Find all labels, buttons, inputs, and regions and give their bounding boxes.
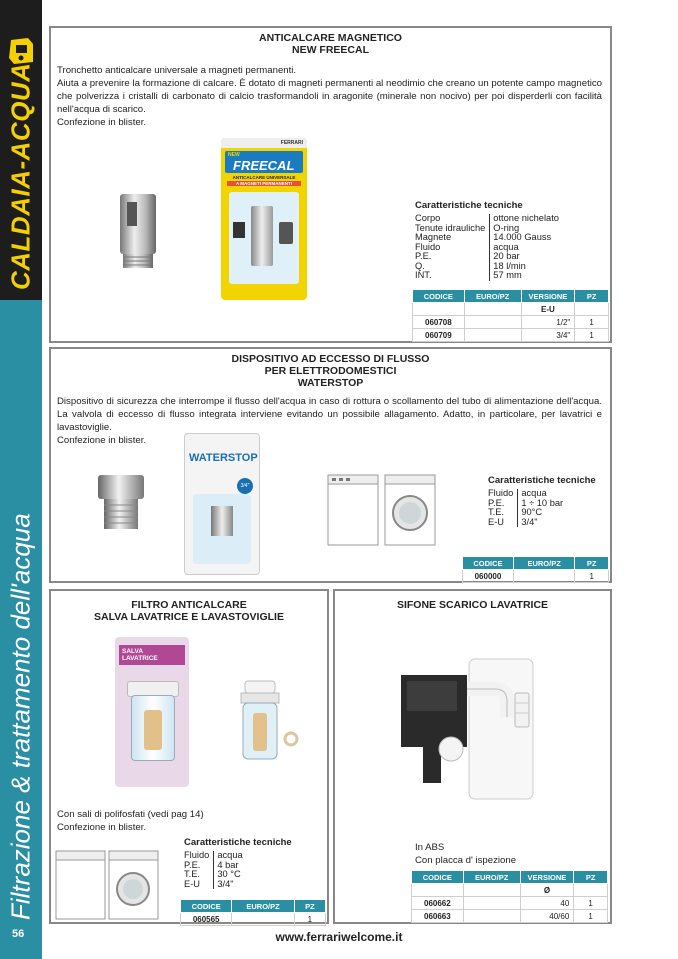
- table-row: [412, 910, 608, 923]
- product-title: [51, 353, 610, 389]
- spec-key: Corpo: [415, 213, 441, 223]
- col-codice: CODICE: [181, 900, 232, 913]
- table-row: [463, 570, 609, 583]
- spec-table: [415, 214, 563, 281]
- spec-value: 90°C: [518, 508, 567, 518]
- table-subheader-row: [412, 884, 608, 897]
- section-label: Filtrazione & trattamento dell'acqua: [5, 513, 36, 920]
- spec-value: 18 l/min: [490, 262, 563, 272]
- spec-value: acqua: [490, 243, 563, 253]
- spec-row: [415, 271, 563, 281]
- pz-cell: 1: [575, 329, 609, 342]
- description-line: Confezione in blister.: [57, 822, 147, 833]
- version-cell: 40: [520, 897, 574, 910]
- spec-key: Magnete: [415, 232, 452, 242]
- package-label: [225, 151, 303, 173]
- product-table: [462, 556, 609, 583]
- spec-title: Caratteristiche tecniche: [488, 475, 596, 486]
- spec-title: Caratteristiche tecniche: [184, 837, 292, 848]
- appliances-image: [327, 473, 437, 547]
- spec-table: [488, 489, 567, 527]
- package-name: SALVA: [122, 648, 144, 655]
- spec-row: [488, 518, 567, 528]
- price-cell: [463, 910, 520, 923]
- description-line: In ABS: [415, 842, 445, 853]
- spec-value: ottone nichelato: [490, 214, 563, 224]
- price-cell: [463, 897, 520, 910]
- col-pz: PZ: [575, 557, 609, 570]
- spec-key: E-U: [488, 516, 505, 527]
- spec-block: [184, 837, 292, 889]
- col-codice: CODICE: [412, 871, 464, 884]
- product-sifone: [333, 589, 612, 924]
- sidebar: [0, 0, 42, 959]
- product-title: [51, 32, 610, 56]
- spec-key: T.E.: [488, 507, 505, 517]
- spec-key: Q.: [415, 260, 425, 271]
- product-table: [180, 899, 326, 926]
- spec-key: Fluido: [415, 241, 441, 252]
- description-line: Confezione in blister.: [57, 435, 147, 446]
- product-freecal: [49, 26, 612, 343]
- table-row: [412, 897, 608, 910]
- spec-row: [415, 262, 563, 272]
- code-cell: 060662: [412, 897, 464, 910]
- freecal-fitting-image: [113, 192, 163, 272]
- product-description: [415, 841, 605, 867]
- freecal-package-image: [221, 138, 307, 300]
- spec-value: O-ring: [490, 224, 563, 234]
- spec-key: Fluido: [184, 850, 210, 860]
- price-cell: [464, 329, 521, 342]
- spec-key: Fluido: [488, 488, 514, 498]
- spec-value: acqua: [518, 489, 567, 499]
- col-euro: EURO/PZ: [232, 900, 294, 913]
- title-line: NEW FREECAL: [292, 44, 369, 56]
- package-brand: FERRARI: [221, 138, 307, 148]
- product-description: [57, 808, 317, 834]
- col-euro: EURO/PZ: [463, 871, 520, 884]
- spec-value: 20 bar: [490, 252, 563, 262]
- pz-cell: 1: [574, 897, 608, 910]
- description-line: Con placca d' ispezione: [415, 855, 517, 866]
- col-pz: PZ: [294, 900, 325, 913]
- product-description: [57, 395, 602, 447]
- price-cell: [513, 570, 574, 583]
- spec-block: [415, 200, 563, 281]
- code-cell: 060565: [181, 913, 232, 926]
- col-versione: VERSIONE: [520, 871, 574, 884]
- pz-cell: 1: [294, 913, 325, 926]
- spec-value: 14.000 Gauss: [490, 233, 563, 243]
- package-name: LAVATRICE: [122, 655, 158, 662]
- col-euro: EURO/PZ: [513, 557, 574, 570]
- version-cell: 1/2": [521, 316, 575, 329]
- title-line: SALVA LAVATRICE E LAVASTOVIGLIE: [94, 611, 284, 623]
- product-title: SIFONE SCARICO LAVATRICE: [396, 599, 549, 611]
- spec-value: 57 mm: [490, 271, 563, 281]
- col-euro: EURO/PZ: [464, 290, 521, 303]
- pz-cell: 1: [575, 570, 609, 583]
- footer-url[interactable]: www.ferrariwelcome.it: [275, 930, 403, 944]
- filtro-product-image: [233, 677, 303, 769]
- spec-title: Caratteristiche tecniche: [415, 200, 523, 211]
- title-line: DISPOSITIVO AD ECCESSO DI FLUSSO: [231, 353, 430, 365]
- package-window: [229, 192, 299, 284]
- table-row: [181, 913, 326, 926]
- code-cell: 060708: [413, 316, 465, 329]
- price-cell: [464, 316, 521, 329]
- category-label: CALDAIA-ACQUA: [5, 62, 36, 290]
- version-cell: 3/4": [521, 329, 575, 342]
- spec-value: 4 bar: [214, 861, 247, 871]
- title-line: FILTRO ANTICALCARE: [131, 599, 247, 611]
- package-text: ANTICALCARE UNIVERSALE: [232, 175, 296, 180]
- code-cell: 060663: [412, 910, 464, 923]
- pz-cell: 1: [574, 910, 608, 923]
- spec-table: [184, 851, 247, 889]
- waterstop-fitting-image: [95, 473, 147, 537]
- spec-key: INT.: [415, 270, 432, 280]
- table-subheader-row: [413, 303, 609, 316]
- product-table: [411, 870, 608, 923]
- code-cell: 060000: [463, 570, 514, 583]
- title-line: PER ELETTRODOMESTICI: [264, 365, 397, 377]
- description-line: Con sali di polifosfati (vedi pag 14): [57, 809, 204, 820]
- description-line: Tronchetto anticalcare universale a magneti permanenti.: [57, 65, 297, 76]
- spec-row: [184, 880, 247, 890]
- product-waterstop: [49, 347, 612, 583]
- spec-key: P.E.: [488, 497, 505, 508]
- product-filtro-anticalcare: [49, 589, 329, 924]
- spec-value: 1 ÷ 10 bar: [518, 499, 567, 509]
- description-line: Aiuta a prevenire la formazione di calcare. È dotato di magneti permanenti al neodimio che creano un potente campo magnetico che polverizza i cristalli di carbonato di calcio trasformandoli in aragonite (minerale non nocivo) per poi disperderli con facilità nell'acqua di scarico.: [57, 78, 602, 115]
- spec-key: T.E.: [184, 869, 201, 879]
- title-line: WATERSTOP: [297, 377, 364, 389]
- boiler-icon: [6, 36, 36, 66]
- sifone-image: [397, 655, 547, 805]
- col-pz: PZ: [574, 871, 608, 884]
- page-number: 56: [12, 928, 25, 940]
- package-name: WATERSTOP: [189, 452, 258, 464]
- spec-value: 3/4": [214, 880, 247, 890]
- product-title: [51, 599, 327, 623]
- spec-value: acqua: [214, 851, 247, 861]
- spec-row: [415, 252, 563, 262]
- description-line: Confezione in blister.: [57, 117, 147, 128]
- col-versione: VERSIONE: [521, 290, 575, 303]
- spec-key: P.E.: [184, 859, 201, 870]
- version-subheader: E-U: [521, 303, 575, 316]
- appliances-image: [55, 849, 159, 921]
- package-name: FREECAL: [233, 158, 295, 173]
- version-subheader: Ø: [520, 884, 574, 897]
- filtro-package-image: [115, 637, 189, 787]
- package-label: [119, 645, 185, 665]
- version-cell: 40/60: [520, 910, 574, 923]
- spec-key: P.E.: [415, 251, 432, 261]
- spec-block: [488, 475, 596, 527]
- product-table: [412, 289, 609, 342]
- spec-value: 30 °C: [214, 870, 247, 880]
- product-description: [57, 64, 602, 129]
- spec-value: 3/4": [518, 518, 567, 528]
- package-badge: 3/4": [237, 478, 253, 494]
- table-row: [413, 329, 609, 342]
- description-line: Dispositivo di sicurezza che interrompe il flusso dell'acqua in caso di rottura o scollamento del tubo di alimentazione dell'acqua. La valvola di eccesso di flusso integrata interviene evitando un possibile allagamento. Adatto, in particolare, per lavatrici e lavastoviglie.: [57, 396, 602, 433]
- col-codice: CODICE: [463, 557, 514, 570]
- price-cell: [232, 913, 294, 926]
- spec-key: E-U: [184, 878, 201, 889]
- pz-cell: 1: [575, 316, 609, 329]
- spec-key: Tenute idrauliche: [415, 222, 486, 233]
- package-text: A MAGNETI PERMANENTI: [227, 181, 301, 186]
- waterstop-package-image: [184, 433, 260, 575]
- title-line: ANTICALCARE MAGNETICO: [259, 32, 402, 44]
- col-codice: CODICE: [413, 290, 465, 303]
- col-pz: PZ: [575, 290, 609, 303]
- table-row: [413, 316, 609, 329]
- code-cell: 060709: [413, 329, 465, 342]
- package-badge: NEW: [228, 152, 240, 158]
- spec-row: [415, 243, 563, 253]
